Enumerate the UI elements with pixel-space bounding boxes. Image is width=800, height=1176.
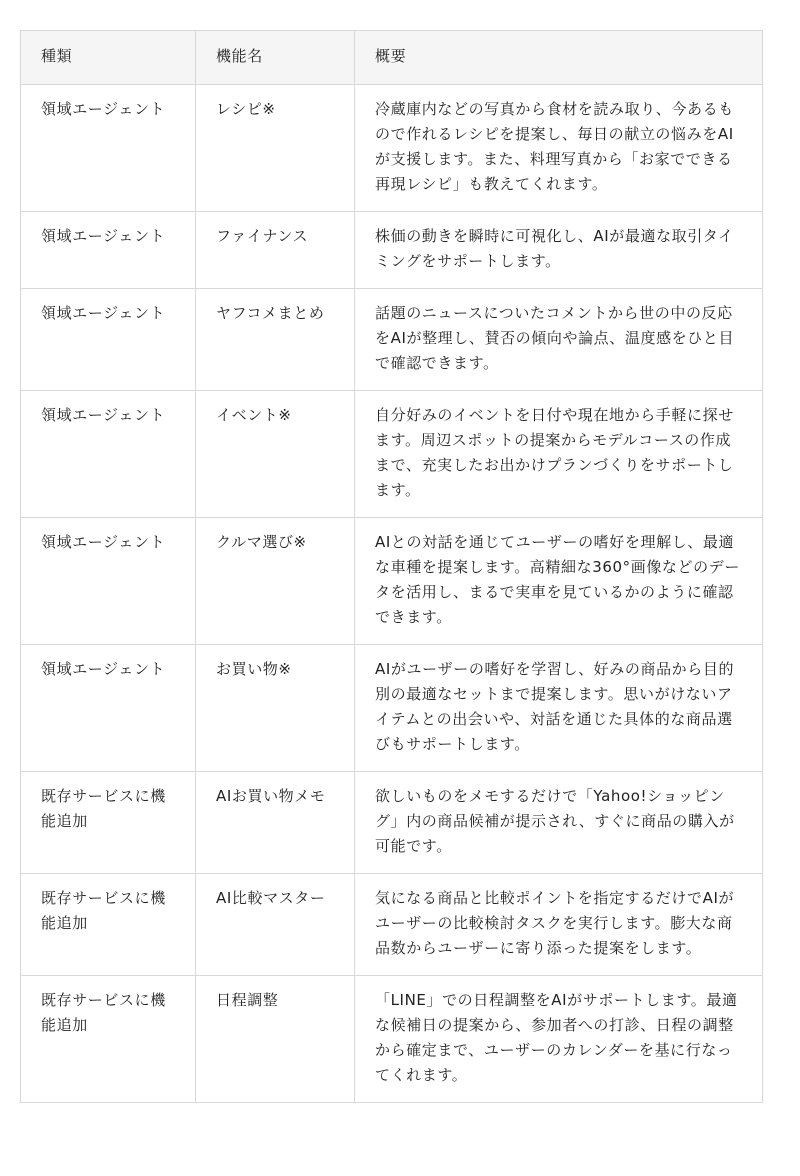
cell-name: お買い物※ <box>196 645 355 772</box>
cell-summary: 冷蔵庫内などの写真から食材を読み取り、今あるもので作れるレシピを提案し、毎日の献立の悩みをAIが支援します。また、料理写真から「お家でできる再現レシピ」も教えてくれます。 <box>355 85 763 212</box>
header-name: 機能名 <box>196 31 355 85</box>
table-row <box>21 391 763 518</box>
cell-name: レシピ※ <box>196 85 355 212</box>
cell-summary: 株価の動きを瞬時に可視化し、AIが最適な取引タイミングをサポートします。 <box>355 212 763 289</box>
header-type: 種類 <box>21 31 196 85</box>
table-body <box>21 85 763 1103</box>
cell-name: AI比較マスター <box>196 874 355 976</box>
cell-type: 領域エージェント <box>21 645 196 772</box>
cell-type: 既存サービスに機能追加 <box>21 976 196 1103</box>
table-row <box>21 645 763 772</box>
table-row <box>21 289 763 391</box>
cell-type: 領域エージェント <box>21 212 196 289</box>
cell-name: イベント※ <box>196 391 355 518</box>
cell-summary: AIとの対話を通じてユーザーの嗜好を理解し、最適な車種を提案します。高精細な360°画像などのデータを活用し、まるで実車を見ているかのように確認できます。 <box>355 518 763 645</box>
cell-summary: AIがユーザーの嗜好を学習し、好みの商品から目的別の最適なセットまで提案します。思いがけないアイテムとの出会いや、対話を通じた具体的な商品選びもサポートします。 <box>355 645 763 772</box>
cell-name: ヤフコメまとめ <box>196 289 355 391</box>
table-row <box>21 518 763 645</box>
table-header <box>21 31 763 85</box>
cell-name: AIお買い物メモ <box>196 772 355 874</box>
cell-type: 領域エージェント <box>21 518 196 645</box>
cell-type: 領域エージェント <box>21 289 196 391</box>
cell-type: 既存サービスに機能追加 <box>21 772 196 874</box>
cell-name: 日程調整 <box>196 976 355 1103</box>
cell-summary: 話題のニュースについたコメントから世の中の反応をAIが整理し、賛否の傾向や論点、温度感をひと目で確認できます。 <box>355 289 763 391</box>
table-row <box>21 212 763 289</box>
header-summary: 概要 <box>355 31 763 85</box>
cell-name: クルマ選び※ <box>196 518 355 645</box>
cell-summary: 気になる商品と比較ポイントを指定するだけでAIがユーザーの比較検討タスクを実行します。膨大な商品数からユーザーに寄り添った提案をします。 <box>355 874 763 976</box>
table-row <box>21 85 763 212</box>
table-row <box>21 874 763 976</box>
cell-type: 領域エージェント <box>21 85 196 212</box>
cell-type: 領域エージェント <box>21 391 196 518</box>
header-row <box>21 31 763 85</box>
feature-table <box>20 30 763 1103</box>
table-row <box>21 976 763 1103</box>
cell-summary: 欲しいものをメモするだけで「Yahoo!ショッピング」内の商品候補が提示され、すぐに商品の購入が可能です。 <box>355 772 763 874</box>
cell-type: 既存サービスに機能追加 <box>21 874 196 976</box>
cell-name: ファイナンス <box>196 212 355 289</box>
cell-summary: 自分好みのイベントを日付や現在地から手軽に探せます。周辺スポットの提案からモデルコースの作成まで、充実したお出かけプランづくりをサポートします。 <box>355 391 763 518</box>
feature-table-container <box>20 30 762 1103</box>
cell-summary: 「LINE」での日程調整をAIがサポートします。最適な候補日の提案から、参加者への打診、日程の調整から確定まで、ユーザーのカレンダーを基に行なってくれます。 <box>355 976 763 1103</box>
table-row <box>21 772 763 874</box>
